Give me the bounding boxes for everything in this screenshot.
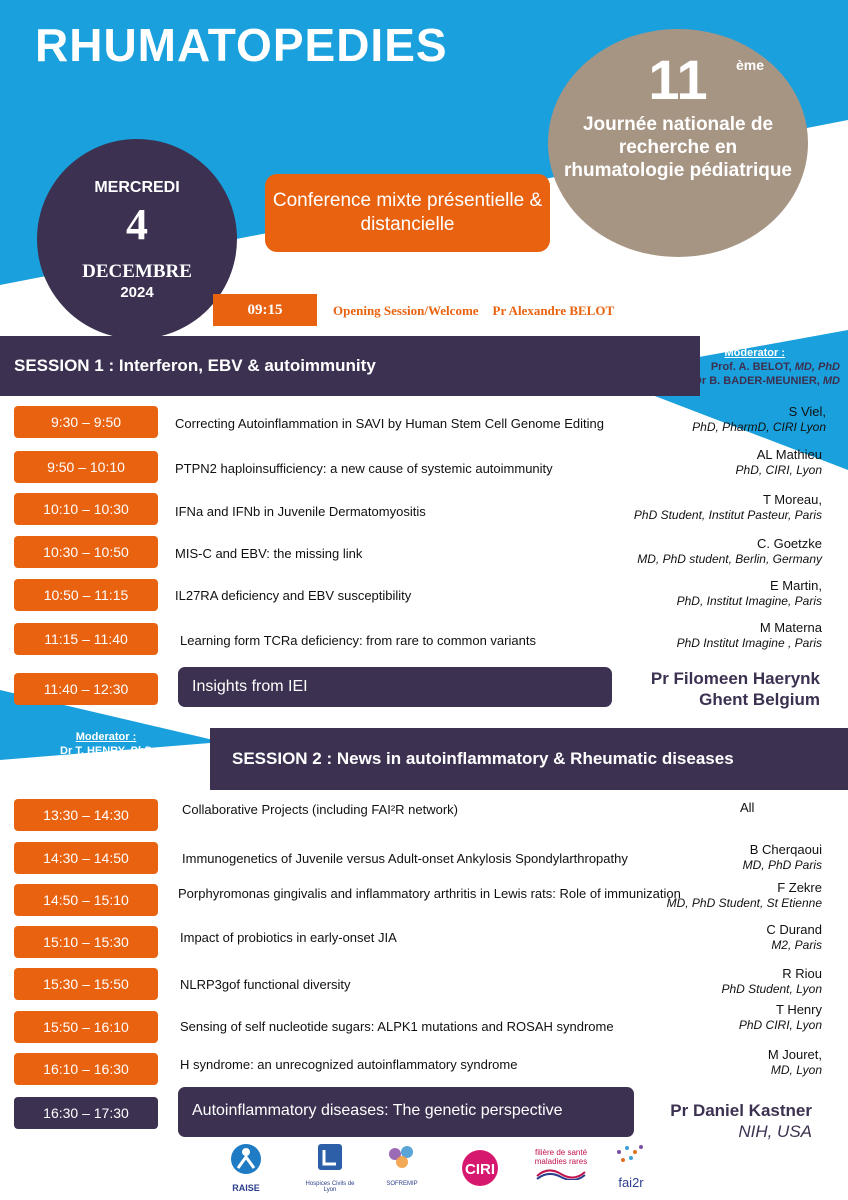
keynote-speaker: Pr Filomeen Haerynk: [650, 669, 820, 688]
hcl-logo-caption: Hospices Civils de Lyon: [305, 1181, 355, 1193]
talk-speaker-role: PhD, Institut Imagine, Paris: [676, 594, 822, 608]
hcl-logo: [300, 1142, 360, 1193]
keynote-speaker: Pr Daniel Kastner: [670, 1101, 812, 1120]
talk-speaker-block: [637, 536, 822, 566]
talk-speaker-block: [736, 447, 822, 477]
conference-mode-badge: [265, 174, 550, 252]
session1-title: SESSION 1 : Interferon, EBV & autoimmunity: [14, 356, 376, 375]
session2-moderator2-name: Prof I. KONE-PAUT,: [31, 759, 133, 771]
talk-speaker-block: [677, 620, 822, 650]
talk-time: 13:30 – 14:30: [14, 799, 158, 831]
talk-title: IL27RA deficiency and EBV susceptibility: [175, 588, 412, 603]
talk-title: Learning form TCRa deficiency: from rare to common variants: [180, 633, 536, 648]
talk-title: Immunogenetics of Juvenile versus Adult-onset Ankylosis Spondylarthropathy: [182, 851, 628, 866]
talk-speaker: C. Goetzke: [756, 536, 822, 551]
keynote-speaker-block: [670, 1100, 812, 1142]
talk-time: 9:50 – 10:10: [14, 451, 158, 483]
talk-speaker: M Materna: [759, 620, 822, 635]
talk-speaker: B Cherqaoui: [749, 842, 822, 857]
keynote-time: 11:40 – 12:30: [14, 673, 158, 705]
talk-speaker-role: PhD, PharmD, CIRI Lyon: [692, 420, 826, 434]
keynote-time: 16:30 – 17:30: [14, 1097, 158, 1129]
session2-moderator2-title: MD, PhD: [135, 759, 181, 771]
talk-time: 14:30 – 14:50: [14, 842, 158, 874]
date-weekday: MERCREDI: [94, 179, 180, 196]
keynote-speaker-block: [651, 668, 820, 710]
session1-header: [0, 336, 700, 396]
fai2r-logo-mark: [611, 1144, 651, 1170]
talk-speaker-role: MD, PhD student, Berlin, Germany: [637, 552, 822, 566]
keynote-affiliation: NIH, USA: [738, 1122, 812, 1141]
talk-speaker-role: PhD Student, Lyon: [721, 982, 822, 996]
fai2r-logo-caption: fai2r: [618, 1175, 644, 1190]
session1-moderators: [650, 346, 840, 388]
talk-time: 16:10 – 16:30: [14, 1053, 158, 1085]
talk-title: Sensing of self nucleotide sugars: ALPK1 mutations and ROSAH syndrome: [180, 1019, 614, 1034]
talk-speaker: R Riou: [782, 966, 822, 981]
opening-session: [333, 303, 614, 319]
talk-time: 15:10 – 15:30: [14, 926, 158, 958]
session1-moderator1-name: Prof. A. BELOT,: [710, 361, 792, 373]
opening-time: 09:15: [213, 294, 317, 326]
keynote-title: Insights from IEI: [192, 678, 308, 695]
sofremip-logo-caption: SOFREMIP: [386, 1181, 418, 1187]
session2-moderator-label: Moderator :: [75, 731, 137, 743]
keynote-box: [178, 1087, 634, 1137]
talk-speaker-role: M2, Paris: [771, 938, 822, 952]
talk-speaker-role: PhD Student, Institut Pasteur, Paris: [633, 508, 822, 522]
filiere-logo: [532, 1148, 590, 1185]
talk-time: 15:30 – 15:50: [14, 968, 158, 1000]
sofremip-logo: [372, 1142, 432, 1187]
date-badge: [37, 139, 237, 339]
hcl-logo-mark: [315, 1142, 345, 1174]
talk-speaker-role: PhD CIRI, Lyon: [738, 1018, 822, 1032]
conference-mode-text: Conference mixte présentielle & distancielle: [272, 190, 543, 235]
edition-badge: [548, 29, 808, 257]
ciri-logo: [458, 1148, 502, 1193]
edition-number: 11: [648, 48, 708, 111]
date-month: DECEMBRE: [82, 261, 192, 282]
talk-speaker-block: [692, 404, 826, 434]
talk-speaker-block: [739, 1002, 822, 1032]
session2-title: SESSION 2 : News in autoinflammatory & Rheumatic diseases: [232, 749, 734, 768]
session2-moderators: [6, 730, 206, 772]
talk-title: Impact of probiotics in early-onset JIA: [180, 930, 397, 945]
edition-suffix: ème: [736, 57, 765, 73]
talk-title: Correcting Autoinflammation in SAVI by Human Stem Cell Genome Editing: [175, 416, 604, 431]
talk-speaker: F Zekre: [777, 880, 822, 895]
talk-speaker-role: PhD Institut Imagine , Paris: [676, 636, 822, 650]
session1-moderator-label: Moderator :: [724, 347, 785, 359]
talk-speaker: C Durand: [766, 922, 822, 937]
talk-speaker-role: MD, PhD Paris: [742, 858, 822, 872]
talk-time: 10:10 – 10:30: [14, 493, 158, 525]
filiere-logo-mark: [535, 1166, 587, 1180]
event-title: RHUMATOPEDIES: [35, 19, 448, 71]
talk-title: PTPN2 haploinsufficiency: a new cause of systemic autoimmunity: [175, 461, 553, 476]
sofremip-logo-mark: [385, 1142, 419, 1174]
session2-moderator1-title: PhD: [129, 745, 152, 757]
keynote-title: Autoinflammatory diseases: The genetic perspective: [192, 1102, 563, 1119]
session1-moderator2-name: Dr B. BADER-MEUNIER,: [693, 375, 820, 387]
raise-logo-caption: RAISE: [232, 1183, 260, 1193]
talk-speaker: AL Mathieu: [756, 447, 822, 462]
talk-speaker-block: [721, 966, 822, 996]
edition-text: Journée nationale de recherche en rhumatologie pédiatrique: [563, 114, 793, 181]
talk-title: MIS-C and EBV: the missing link: [175, 546, 363, 561]
keynote-affiliation: Ghent Belgium: [699, 690, 820, 709]
talk-speaker-role: MD, Lyon: [770, 1063, 822, 1077]
talk-speaker-block: [768, 1047, 822, 1077]
date-year: 2024: [120, 284, 154, 301]
session1-moderator1-title: MD, PhD: [794, 361, 840, 373]
session2-moderator1-name: Dr T. HENRY,: [60, 745, 127, 757]
talk-title: H syndrome: an unrecognized autoinflammatory syndrome: [180, 1057, 518, 1072]
talk-speaker-block: [667, 880, 822, 910]
talk-time: 10:50 – 11:15: [14, 579, 158, 611]
talk-speaker: E Martin,: [769, 578, 822, 593]
talk-speaker-block: [766, 922, 822, 952]
keynote-box: [178, 667, 612, 707]
opening-title: Opening Session/Welcome: [333, 303, 479, 318]
talk-speaker: S Viel,: [788, 404, 826, 419]
ciri-logo-mark: [460, 1148, 500, 1188]
date-day: 4: [126, 200, 148, 249]
session1-moderator2-title: MD: [822, 375, 840, 387]
raise-logo: [222, 1142, 270, 1193]
fai2r-logo: [606, 1144, 656, 1190]
talk-speaker-block: [743, 842, 822, 872]
talk-time: 11:15 – 11:40: [14, 623, 158, 655]
talk-time: 15:50 – 16:10: [14, 1011, 158, 1043]
raise-logo-mark: [229, 1142, 263, 1176]
talk-time: 10:30 – 10:50: [14, 536, 158, 568]
talk-speaker: All: [740, 800, 755, 815]
opening-speaker: Pr Alexandre BELOT: [492, 303, 615, 318]
talk-speaker-role: MD, PhD Student, St Etienne: [666, 896, 822, 910]
talk-title: Collaborative Projects (including FAI²R network): [182, 802, 458, 817]
talk-title: IFNa and IFNb in Juvenile Dermatomyositis: [175, 504, 426, 519]
ciri-logo-text: CIRI: [465, 1161, 495, 1178]
talk-time: 14:50 – 15:10: [14, 884, 158, 916]
talk-title: NLRP3gof functional diversity: [180, 977, 351, 992]
filiere-logo-text: filière de santé maladies rares: [534, 1148, 588, 1166]
talk-speaker-block: [634, 492, 822, 522]
talk-title: Porphyromonas gingivalis and inflammatory arthritis in Lewis rats: Role of immunization: [178, 886, 681, 901]
session2-header: [210, 728, 848, 790]
talk-time: 9:30 – 9:50: [14, 406, 158, 438]
talk-speaker: T Moreau,: [762, 492, 822, 507]
talk-speaker-role: PhD, CIRI, Lyon: [735, 463, 822, 477]
talk-speaker: T Henry: [776, 1002, 822, 1017]
talk-speaker-block: [677, 578, 822, 608]
talk-speaker: M Jouret,: [767, 1047, 822, 1062]
